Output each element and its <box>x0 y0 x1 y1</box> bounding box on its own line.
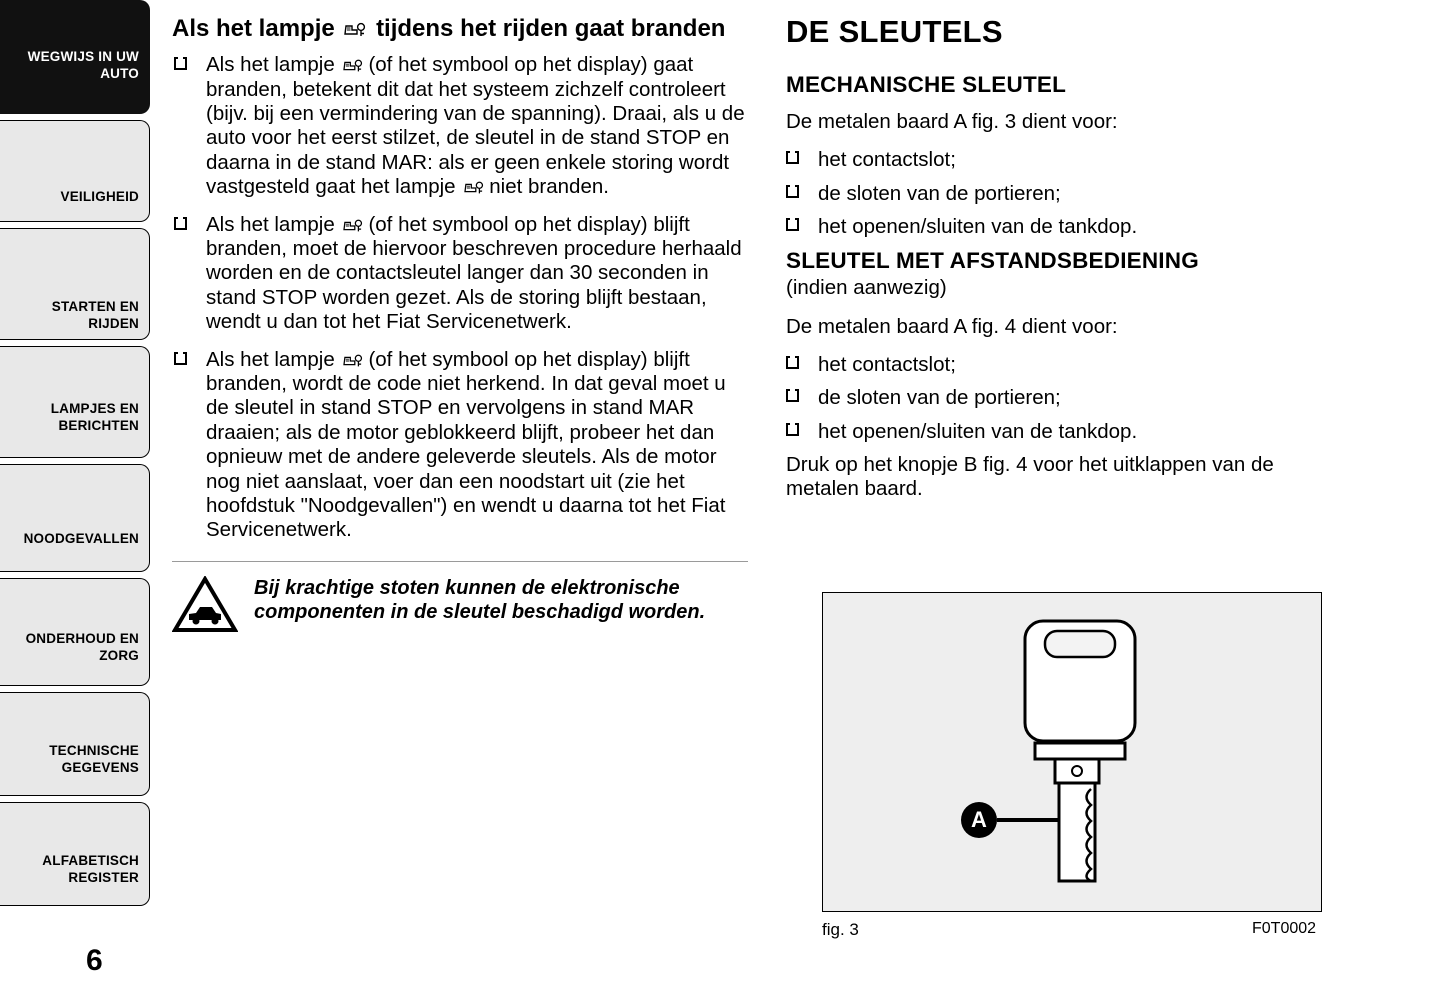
mechanical-key-intro: De metalen baard A fig. 3 dient voor: <box>786 110 1118 133</box>
list-item-text: de sloten van de portieren; <box>818 386 1061 410</box>
chapter-tabs-sidebar <box>0 0 152 940</box>
sidebar-item-lampjes-en-berichten[interactable] <box>0 346 150 458</box>
left-title-part2: tijdens het rijden gaat branden <box>376 15 726 42</box>
square-bullet-icon <box>786 151 799 164</box>
square-bullet-icon <box>174 217 187 230</box>
remote-key-subtitle: (indien aanwezig) <box>786 276 947 300</box>
list-item <box>172 53 752 199</box>
square-bullet-icon <box>786 389 799 402</box>
list-item-text: het contactslot; <box>818 352 956 376</box>
callout-a-marker <box>961 802 997 838</box>
list-item <box>786 386 1326 410</box>
sidebar-item-label: NOODGEVALLEN <box>23 531 139 546</box>
mechanical-key-illustration <box>823 593 1319 909</box>
immobilizer-key-icon <box>342 217 366 237</box>
sidebar-item-label: LAMPJES EN BERICHTEN <box>50 401 139 433</box>
sidebar-item-onderhoud-en-zorg[interactable] <box>0 578 150 686</box>
list-item <box>172 348 752 543</box>
sidebar-item-label: WEGWIJS IN UW AUTO <box>27 49 139 81</box>
section-heading-mechanische-sleutel: MECHANISCHE SLEUTEL <box>786 72 1067 97</box>
sidebar-item-label: ONDERHOUD EN ZORG <box>25 631 139 663</box>
square-bullet-icon <box>786 218 799 231</box>
warning-note <box>172 576 752 639</box>
sidebar-item-noodgevallen[interactable] <box>0 464 150 572</box>
sidebar-item-label: VEILIGHEID <box>60 189 139 204</box>
square-bullet-icon <box>786 423 799 436</box>
sidebar-item-alfabetisch-register[interactable] <box>0 802 150 906</box>
list-item-text: het openen/sluiten van de tankdop. <box>818 214 1138 238</box>
sidebar-item-technische-gegevens[interactable] <box>0 692 150 796</box>
list-item-text: de sloten van de portieren; <box>818 181 1061 205</box>
remote-key-outro: Druk op het knopje B fig. 4 voor het uitklappen van de metalen baard. <box>786 452 1274 501</box>
left-title-part1: Als het lampje <box>172 15 335 42</box>
list-item-text: Als het lampje (of het symbool op het display) blijft branden, wordt de code niet herkend. In dat geval moet u de sleutel in stand STOP en vervolgens in stand MAR draaien; als de motor geblokkeerd blijft, probeer het dan opnieuw met de andere geleverde sleutels. Als de motor nog niet aanslaat, voer dan een noodstart uit (zie het hoofdstuk "Noodgevallen") en wendt u daarna tot het Fiat Servicenetwerk. <box>206 347 726 542</box>
square-bullet-icon <box>174 352 187 365</box>
list-item <box>786 182 1326 206</box>
section-heading-sleutel-met-afstandsbediening: SLEUTEL MET AFSTANDSBEDIENING <box>786 248 1199 274</box>
sidebar-item-label: TECHNISCHE GEGEVENS <box>49 743 139 775</box>
callout-leader-line <box>997 818 1059 822</box>
key-figure <box>822 592 1322 912</box>
page-title: DE SLEUTELS <box>786 14 1003 49</box>
immobilizer-key-icon <box>463 179 487 199</box>
page-number: 6 <box>86 944 103 977</box>
callout-a-label: A <box>971 807 987 832</box>
square-bullet-icon <box>786 356 799 369</box>
figure-caption: fig. 3 <box>822 920 859 939</box>
left-column-title <box>172 14 752 43</box>
figure-code: F0T0002 <box>1252 920 1317 937</box>
list-item-text: Als het lampje (of het symbool op het display) blijft branden, moet de hiervoor beschreven procedure herhaald worden en de contactsleutel langer dan 30 seconden in stand STOP worden gezet. Als de storing blijft bestaan, wendt u dan tot het Fiat Servicenetwerk. <box>206 212 742 334</box>
warning-note-text: Bij krachtige stoten kunnen de elektronische componenten in de sleutel beschadigd worden. <box>254 576 706 623</box>
note-divider <box>172 561 748 562</box>
list-item <box>172 213 752 335</box>
list-item <box>786 353 1326 377</box>
remote-key-list <box>786 353 1326 444</box>
sidebar-item-wegwijs-in-uw-auto[interactable] <box>0 0 150 114</box>
list-item <box>786 148 1326 172</box>
square-bullet-icon <box>174 57 187 70</box>
immobilizer-key-icon <box>342 352 366 372</box>
remote-key-intro: De metalen baard A fig. 4 dient voor: <box>786 314 1118 338</box>
list-item <box>786 420 1326 444</box>
sidebar-item-veiligheid[interactable] <box>0 120 150 222</box>
sidebar-item-starten-en-rijden[interactable] <box>0 228 150 340</box>
list-item-text: het openen/sluiten van de tankdop. <box>818 419 1138 443</box>
left-bullet-list <box>172 53 752 542</box>
immobilizer-key-icon <box>342 57 366 77</box>
square-bullet-icon <box>786 185 799 198</box>
right-text-column <box>786 14 1326 515</box>
sidebar-item-label: ALFABETISCH REGISTER <box>42 853 139 885</box>
list-item <box>786 215 1326 239</box>
warning-triangle-car-icon <box>172 576 238 639</box>
left-text-column <box>172 14 752 639</box>
sidebar-item-label: STARTEN EN RIJDEN <box>51 299 139 331</box>
list-item-text: Als het lampje (of het symbool op het display) gaat branden, betekent dit dat het systeem zichzelf controleert (bijv. bij een vermindering van de spanning). Draai, als u de auto voor het eerst stilzet, de sleutel in de stand STOP en daarna in de stand MAR: als er geen enkele storing wordt vastgesteld gaat het lampje niet branden. <box>206 53 745 199</box>
mechanical-key-list <box>786 148 1326 239</box>
immobilizer-key-icon <box>343 18 367 38</box>
list-item-text: het contactslot; <box>818 148 956 172</box>
